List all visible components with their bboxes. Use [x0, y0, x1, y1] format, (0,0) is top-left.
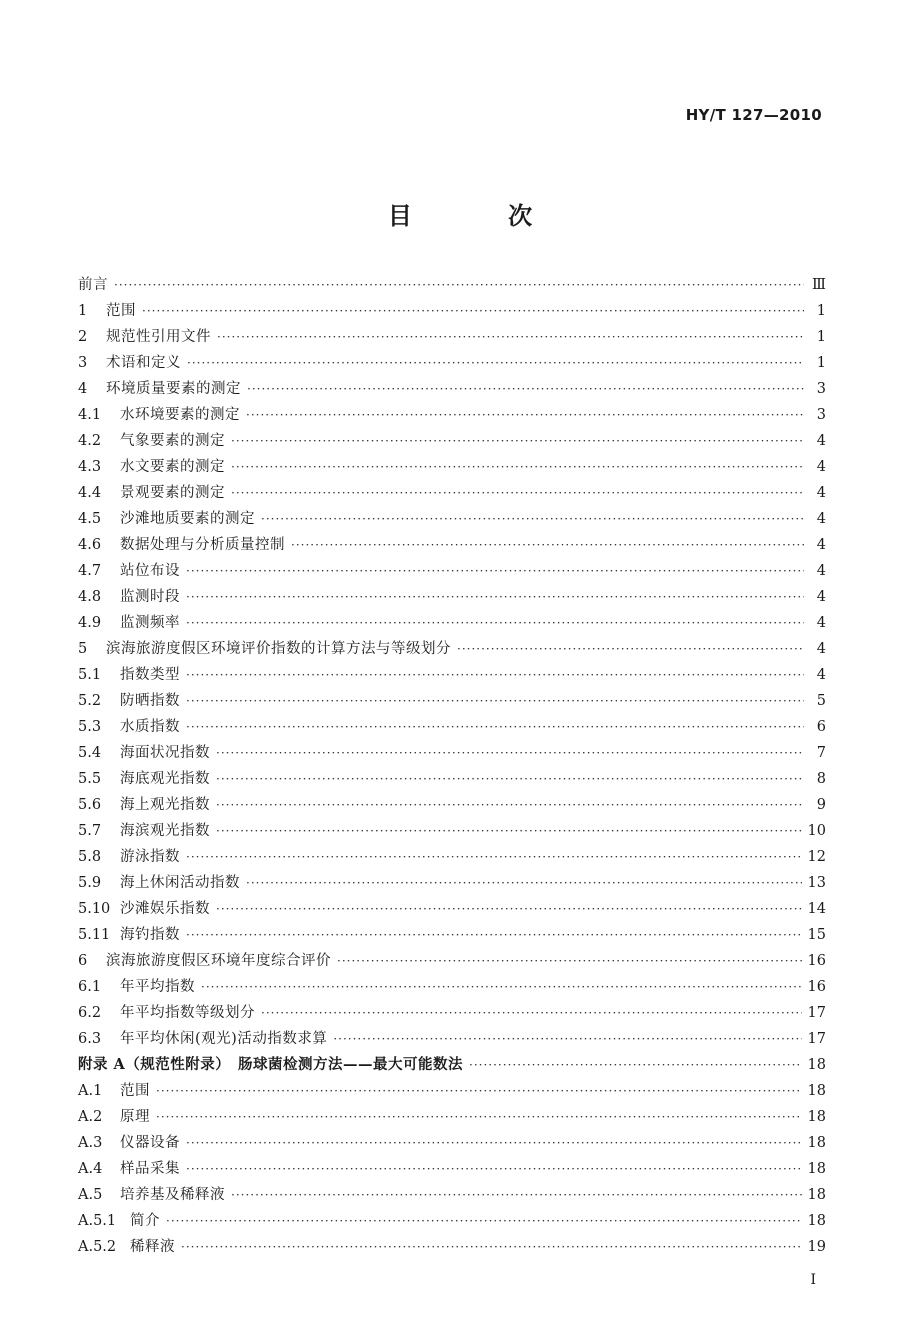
toc-entry-title: 游泳指数 [120, 849, 180, 865]
toc-entry-title: 原理 [120, 1109, 150, 1125]
dot-leader [261, 506, 804, 532]
toc-entry-number: 6.3 [78, 1031, 102, 1047]
toc-entry-number: 4.9 [78, 615, 102, 631]
toc-entry-title: 样品采集 [120, 1161, 180, 1177]
toc-entry-title: 术语和定义 [106, 355, 181, 371]
dot-leader [187, 350, 804, 376]
toc-entry-page: 9 [816, 797, 826, 813]
dot-leader [216, 740, 804, 766]
dot-leader [156, 1078, 802, 1104]
toc-entry-title: 海面状况指数 [120, 745, 210, 761]
toc-entry[interactable] [78, 480, 826, 506]
dot-leader [216, 766, 804, 792]
toc-entry-number: 4 [78, 381, 88, 397]
toc-entry[interactable] [78, 324, 826, 350]
toc-entry-page: 17 [807, 1005, 826, 1021]
toc-entry-number: 5 [78, 641, 88, 657]
dot-leader [201, 974, 802, 1000]
toc-entry-title: 海钓指数 [120, 927, 180, 943]
toc-entry[interactable] [78, 1078, 826, 1104]
toc-entry-page: 12 [807, 849, 826, 865]
toc-entry-number: 6.1 [78, 979, 102, 995]
toc-entry-number: 5.6 [78, 797, 102, 813]
toc-entry-title: 年平均指数 [120, 979, 195, 995]
toc-entry-number: A.2 [78, 1109, 103, 1125]
toc-entry[interactable] [78, 506, 826, 532]
toc-entry-number: 4.8 [78, 589, 102, 605]
dot-leader [231, 1182, 802, 1208]
toc-entry[interactable] [78, 1026, 826, 1052]
toc-entry-number: 2 [78, 329, 88, 345]
toc-entry-title: 滨海旅游度假区环境年度综合评价 [106, 953, 331, 969]
toc-entry-number: 4.6 [78, 537, 102, 553]
toc-entry-page: 16 [807, 979, 826, 995]
dot-leader [216, 896, 802, 922]
page-title: 目 次 [387, 202, 577, 230]
dot-leader [216, 792, 804, 818]
dot-leader [186, 844, 802, 870]
toc-entry[interactable] [78, 428, 826, 454]
toc-entry-page: 10 [807, 823, 826, 839]
dot-leader [231, 480, 804, 506]
toc-entry-number: 4.3 [78, 459, 102, 475]
toc-entry-number: A.5.1 [78, 1213, 117, 1229]
dot-leader [186, 1156, 802, 1182]
toc-entry-title: 海滨观光指数 [120, 823, 210, 839]
standard-code: HY/T 127—2010 [685, 106, 822, 124]
toc-entry-page: 4 [816, 641, 826, 657]
toc-entry-title: 简介 [130, 1213, 160, 1229]
toc-entry[interactable] [78, 844, 826, 870]
dot-leader [231, 428, 804, 454]
toc-entry-page: 8 [816, 771, 826, 787]
toc-entry-title: 仪器设备 [120, 1135, 180, 1151]
toc-entry[interactable] [78, 376, 826, 402]
toc-entry[interactable] [78, 896, 826, 922]
toc-entry-page: 5 [816, 693, 826, 709]
toc-entry-title: 监测频率 [120, 615, 180, 631]
toc-entry-title: 范围 [106, 303, 136, 319]
toc-entry-page: 18 [807, 1187, 826, 1203]
toc-entry-page: 4 [816, 537, 826, 553]
toc-entry-page: 4 [816, 667, 826, 683]
toc-entry[interactable] [78, 688, 826, 714]
toc-entry[interactable] [78, 1208, 826, 1234]
toc-entry-page: 6 [816, 719, 826, 735]
dot-leader [247, 376, 804, 402]
toc-entry-number: 4.4 [78, 485, 102, 501]
toc-entry-page: 14 [807, 901, 826, 917]
dot-leader [186, 1130, 802, 1156]
toc-entry-page: 1 [816, 329, 826, 345]
toc-entry[interactable] [78, 662, 826, 688]
dot-leader [186, 558, 804, 584]
toc-entry-title: 规范性引用文件 [106, 329, 211, 345]
toc-entry-number: 5.4 [78, 745, 102, 761]
toc-entry-page: 16 [807, 953, 826, 969]
toc-entry-page: 4 [816, 511, 826, 527]
toc-entry-title: 范围 [120, 1083, 150, 1099]
dot-leader [246, 402, 804, 428]
toc-entry-number: 5.8 [78, 849, 102, 865]
toc-entry-page: 4 [816, 433, 826, 449]
dot-leader [142, 298, 804, 324]
toc-entry[interactable] [78, 766, 826, 792]
toc-entry-page: 7 [816, 745, 826, 761]
toc-entry[interactable] [78, 636, 826, 662]
toc-entry-title: 沙滩地质要素的测定 [120, 511, 255, 527]
dot-leader [186, 922, 802, 948]
toc-entry[interactable] [78, 298, 826, 324]
toc-entry-page: 15 [807, 927, 826, 943]
toc-entry-page: 4 [816, 485, 826, 501]
dot-leader [114, 272, 804, 298]
toc-entry-number: 5.3 [78, 719, 102, 735]
toc-entry-page: 4 [816, 563, 826, 579]
toc-entry-title: 站位布设 [120, 563, 180, 579]
toc-entry-page: 4 [816, 589, 826, 605]
toc-entry[interactable] [78, 714, 826, 740]
dot-leader [186, 610, 804, 636]
toc-entry-title: 沙滩娱乐指数 [120, 901, 210, 917]
toc-entry-title: 水文要素的测定 [120, 459, 225, 475]
dot-leader [186, 584, 804, 610]
toc-entry-page: 4 [816, 459, 826, 475]
toc-entry[interactable] [78, 1000, 826, 1026]
dot-leader [181, 1234, 802, 1260]
toc-entry-number: 5.1 [78, 667, 102, 683]
dot-leader [246, 870, 802, 896]
toc-entry-title: 海上观光指数 [120, 797, 210, 813]
toc-entry-page: 13 [807, 875, 826, 891]
toc-entry[interactable] [78, 1104, 826, 1130]
toc-entry-title: 稀释液 [130, 1239, 175, 1255]
toc-entry-title: 气象要素的测定 [120, 433, 225, 449]
toc-entry-title: 水环境要素的测定 [120, 407, 240, 423]
toc-entry[interactable] [78, 454, 826, 480]
page-number: I [810, 1272, 816, 1288]
dot-leader [186, 688, 804, 714]
toc-entry-page: 1 [816, 303, 826, 319]
toc-entry-number: 1 [78, 303, 88, 319]
toc-entry-title: 防晒指数 [120, 693, 180, 709]
toc-entry-page: 19 [807, 1239, 826, 1255]
dot-leader [457, 636, 804, 662]
toc-entry[interactable] [78, 1182, 826, 1208]
toc-entry-page: 17 [807, 1031, 826, 1047]
toc-entry-number: A.1 [78, 1083, 103, 1099]
toc-entry-number: 4.1 [78, 407, 102, 423]
toc-entry[interactable] [78, 818, 826, 844]
dot-leader [231, 454, 804, 480]
toc-entry[interactable] [78, 974, 826, 1000]
toc-entry[interactable] [78, 922, 826, 948]
toc-entry-page: 18 [807, 1213, 826, 1229]
toc-entry[interactable] [78, 948, 826, 974]
toc-entry-title: 指数类型 [120, 667, 180, 683]
toc-entry-number: 5.5 [78, 771, 102, 787]
toc-entry-number: 6.2 [78, 1005, 102, 1021]
toc-entry-title: 海底观光指数 [120, 771, 210, 787]
dot-leader [166, 1208, 802, 1234]
toc-entry-number: 4.2 [78, 433, 102, 449]
toc-entry-title: 年平均休闲(观光)活动指数求算 [120, 1031, 328, 1047]
dot-leader [261, 1000, 802, 1026]
toc-entry-title: 海上休闲活动指数 [120, 875, 240, 891]
table-of-contents [78, 272, 826, 1260]
toc-entry-number: A.4 [78, 1161, 103, 1177]
toc-entry[interactable] [78, 532, 826, 558]
toc-entry[interactable] [78, 610, 826, 636]
toc-entry-title: 年平均指数等级划分 [120, 1005, 255, 1021]
toc-entry-number: 5.9 [78, 875, 102, 891]
toc-entry[interactable] [78, 272, 826, 298]
dot-leader [186, 662, 804, 688]
toc-entry-title: 附录 A（规范性附录） 肠球菌检测方法——最大可能数法 [78, 1056, 464, 1073]
dot-leader [186, 714, 804, 740]
toc-entry-page: 18 [807, 1109, 826, 1125]
dot-leader [469, 1052, 802, 1078]
toc-entry[interactable] [78, 1234, 826, 1260]
toc-entry[interactable] [78, 792, 826, 818]
toc-entry[interactable] [78, 558, 826, 584]
toc-entry-page: 3 [816, 407, 826, 423]
toc-entry[interactable] [78, 870, 826, 896]
dot-leader [333, 1026, 801, 1052]
toc-entry-page: 3 [816, 381, 826, 397]
toc-entry-title: 滨海旅游度假区环境评价指数的计算方法与等级划分 [106, 641, 451, 657]
dot-leader [216, 818, 802, 844]
toc-entry-page: Ⅲ [812, 277, 826, 293]
toc-entry[interactable] [78, 350, 826, 376]
toc-entry-number: A.5.2 [78, 1239, 117, 1255]
dot-leader [217, 324, 804, 350]
toc-entry-title: 景观要素的测定 [120, 485, 225, 501]
toc-entry-number: A.5 [78, 1187, 103, 1203]
dot-leader [291, 532, 804, 558]
toc-entry[interactable] [78, 1052, 826, 1078]
toc-entry-title: 水质指数 [120, 719, 180, 735]
toc-entry-title: 监测时段 [120, 589, 180, 605]
toc-entry-page: 1 [816, 355, 826, 371]
dot-leader [156, 1104, 802, 1130]
toc-entry-number: 5.10 [78, 901, 111, 917]
toc-entry-title: 前言 [78, 277, 108, 293]
toc-entry-number: 5.11 [78, 927, 111, 943]
toc-entry-page: 18 [807, 1161, 826, 1177]
toc-entry-title: 环境质量要素的测定 [106, 381, 241, 397]
toc-entry-number: 3 [78, 355, 88, 371]
toc-entry-number: 4.7 [78, 563, 102, 579]
toc-entry-number: 6 [78, 953, 88, 969]
toc-entry-page: 4 [816, 615, 826, 631]
toc-entry-page: 18 [807, 1135, 826, 1151]
toc-entry-number: 4.5 [78, 511, 102, 527]
toc-entry[interactable] [78, 740, 826, 766]
toc-entry-number: 5.2 [78, 693, 102, 709]
toc-entry-page: 18 [807, 1057, 826, 1073]
toc-entry-number: 5.7 [78, 823, 102, 839]
toc-entry-title: 数据处理与分析质量控制 [120, 537, 285, 553]
dot-leader [337, 948, 802, 974]
toc-entry[interactable] [78, 1156, 826, 1182]
toc-entry[interactable] [78, 1130, 826, 1156]
toc-entry-number: A.3 [78, 1135, 103, 1151]
toc-entry[interactable] [78, 402, 826, 428]
toc-entry-title: 培养基及稀释液 [120, 1187, 225, 1203]
toc-entry-page: 18 [807, 1083, 826, 1099]
toc-entry[interactable] [78, 584, 826, 610]
